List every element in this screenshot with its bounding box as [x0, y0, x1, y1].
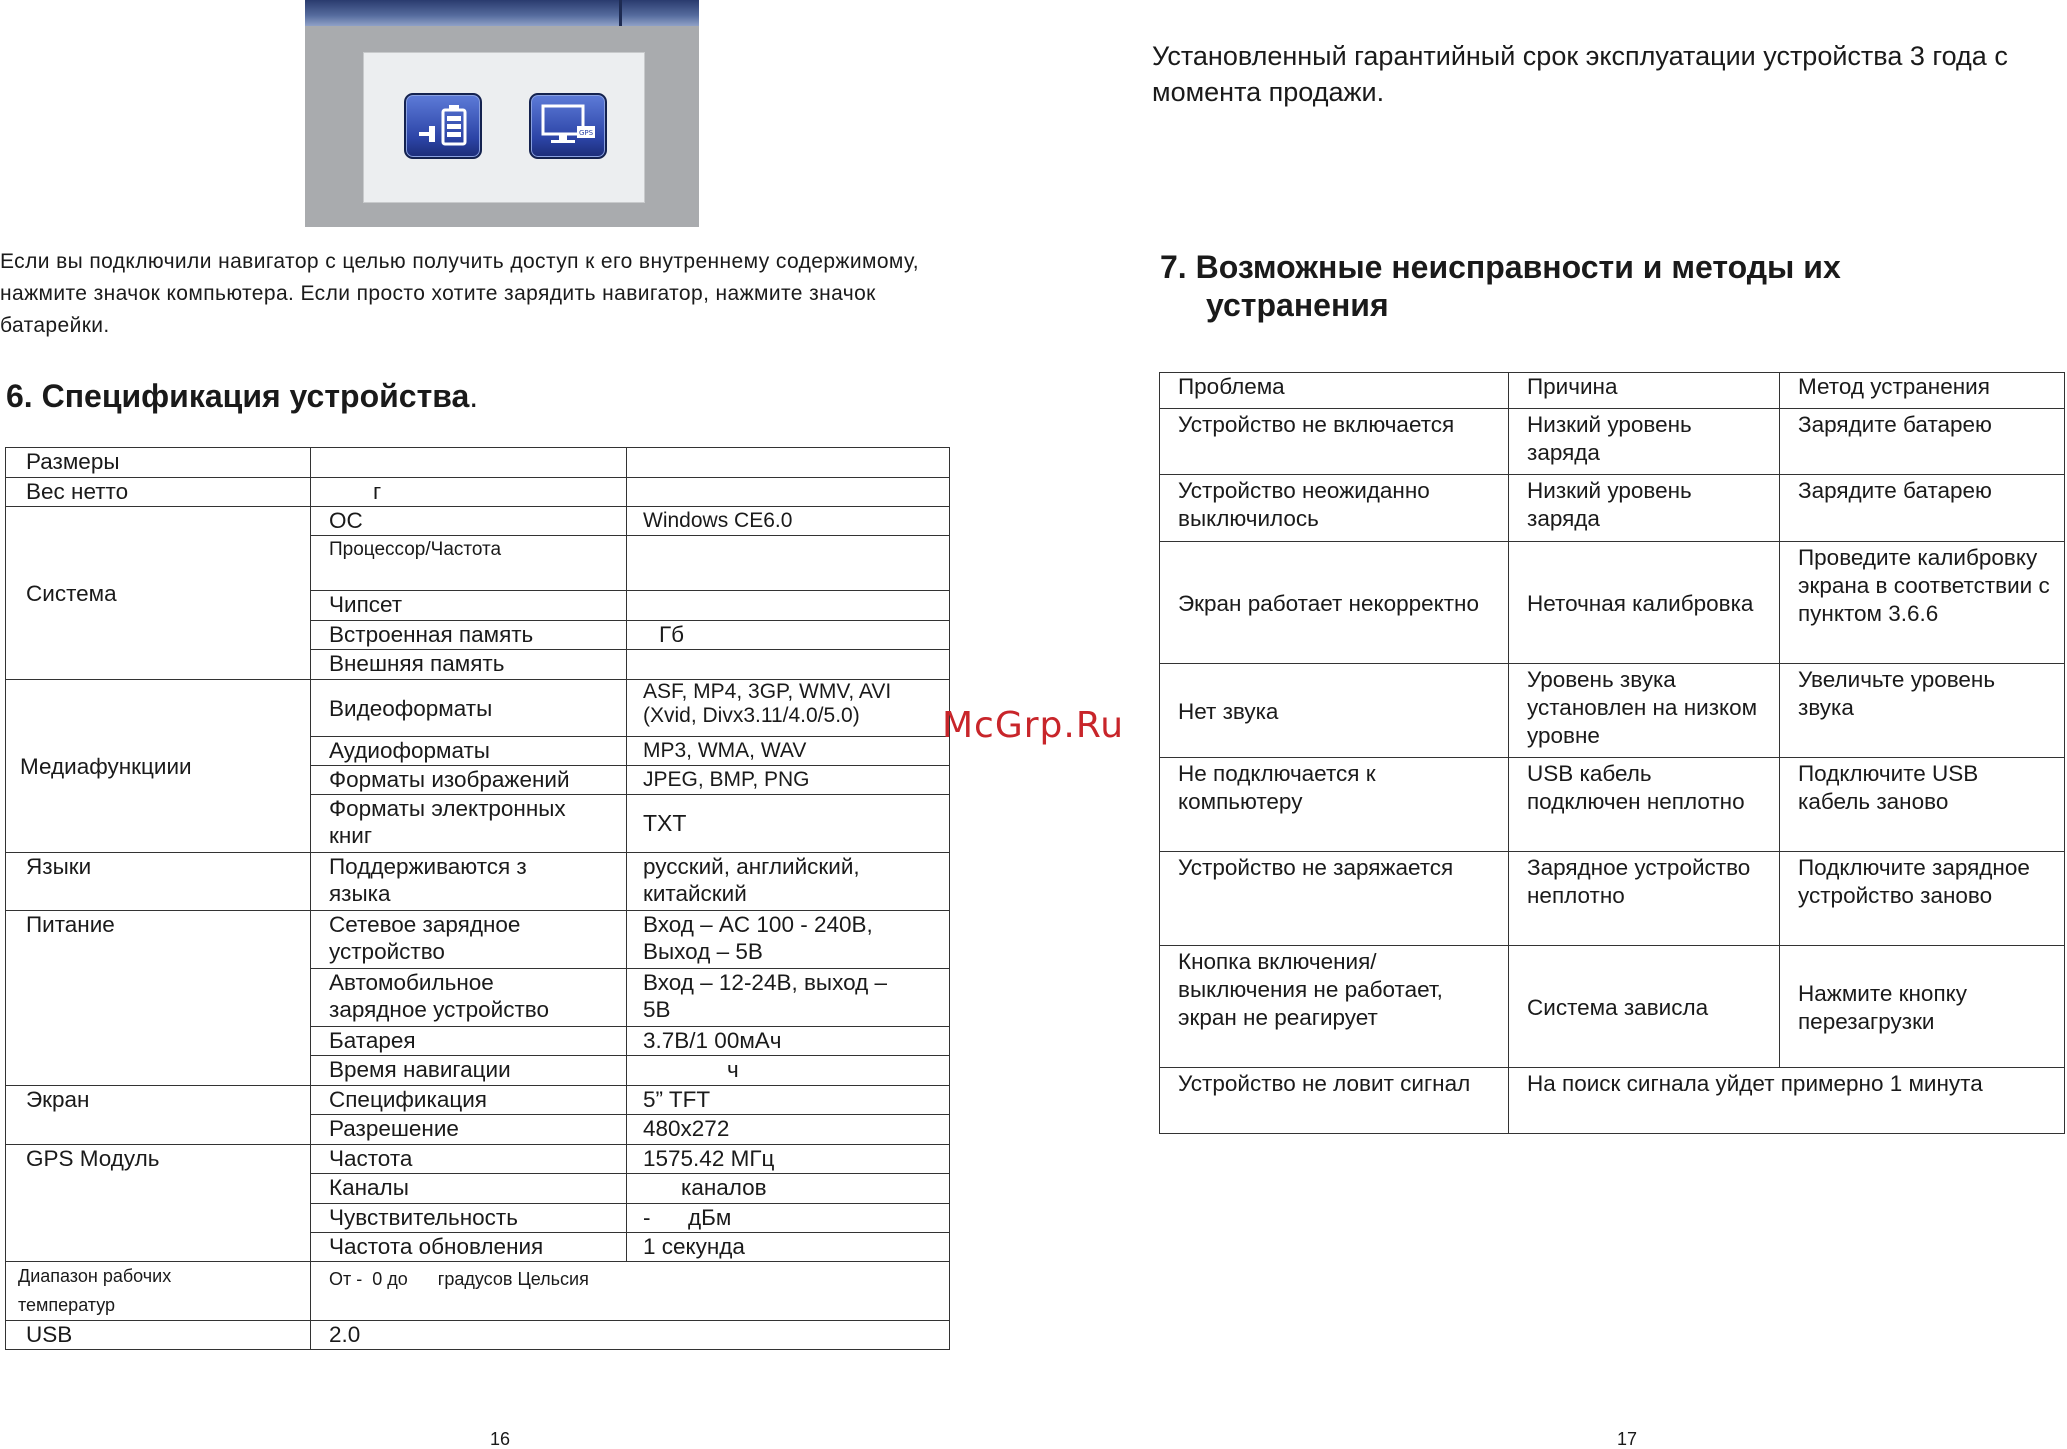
table-cell: Нет звука: [1160, 664, 1509, 758]
spec-label: Процессор/Частота: [311, 536, 627, 591]
spec-value: 2.0: [311, 1321, 950, 1350]
spec-heading: 6. Спецификация устройства.: [6, 378, 479, 414]
table-row: [6, 911, 950, 969]
computer-gps-icon[interactable]: [529, 93, 607, 159]
spec-value: Windows CE6.0: [627, 507, 950, 536]
spec-label: Внешняя память: [311, 650, 627, 680]
spec-value: 1 секунда: [627, 1233, 950, 1262]
spec-label: Чувствительность: [311, 1204, 627, 1233]
page-number-left: 16: [490, 1429, 511, 1449]
table-header-row: [1160, 373, 2065, 409]
spec-label: Диапазон рабочих: [18, 1266, 172, 1286]
spec-group-label: Питание: [6, 911, 311, 1086]
table-cell: Нажмите кнопку перезагрузки: [1780, 946, 2065, 1068]
spec-value: 1575.42 МГц: [627, 1145, 950, 1174]
spec-label: Спецификация: [311, 1086, 627, 1115]
spec-label: Форматы изображений: [311, 766, 627, 795]
spec-label: Время навигации: [311, 1056, 627, 1086]
spec-group-label: Экран: [6, 1086, 311, 1145]
spec-label: Частота: [311, 1145, 627, 1174]
table-row: [1160, 409, 2065, 475]
spec-value: (Xvid, Divx3.11/4.0/5.0): [643, 704, 860, 727]
table-cell: Низкий уровень заряда: [1509, 409, 1780, 475]
table-cell: На поиск сигнала уйдет примерно 1 минута: [1509, 1068, 2065, 1134]
spec-label: Видеоформаты: [311, 680, 627, 737]
table-cell: Зарядите батарею: [1780, 409, 2065, 475]
table-row: [6, 448, 950, 478]
warranty-text: Установленный гарантийный срок эксплуатации устройства 3 года с момента продажи.: [1152, 41, 2008, 107]
spec-value: ч: [627, 1056, 950, 1086]
usb-mode-dialog: [363, 52, 645, 203]
table-row: [1160, 664, 2065, 758]
table-cell: Устройство не ловит сигнал: [1160, 1068, 1509, 1134]
table-cell: Увеличьте уровень звука: [1780, 664, 2065, 758]
spec-value: ASF, MP4, 3GP, WMV, AVI: [643, 680, 892, 703]
spec-value: От - 0 до градусов Цельсия: [311, 1262, 950, 1321]
table-row: [6, 853, 950, 911]
table-cell: USB кабель подключен неплотно: [1509, 758, 1780, 852]
table-row: [6, 507, 950, 536]
table-row: [1160, 758, 2065, 852]
spec-group-label: Языки: [6, 853, 311, 911]
spec-group-label: USB: [6, 1321, 311, 1350]
table-row: [6, 1145, 950, 1174]
table-row: [1160, 1068, 2065, 1134]
spec-label: языка: [329, 881, 391, 906]
table-cell: Устройство не включается: [1160, 409, 1509, 475]
troubleshooting-heading: 7. Возможные неисправности и методы их устранения: [1160, 249, 1841, 323]
table-cell: Подключите зарядное устройство заново: [1780, 852, 2065, 946]
spec-value: JPEG, BMP, PNG: [627, 766, 950, 795]
spec-group-label: GPS Модуль: [6, 1145, 311, 1262]
spec-value: - дБм: [627, 1204, 950, 1233]
spec-group-label: Система: [6, 507, 311, 680]
spec-label: Встроенная память: [311, 621, 627, 650]
table-cell: Устройство неожиданно выключилось: [1160, 475, 1509, 542]
spec-label: Каналы: [311, 1174, 627, 1204]
table-cell: Устройство не заряжается: [1160, 852, 1509, 946]
page-number-right: 17: [1617, 1429, 1638, 1449]
screen-title-bar: [305, 0, 699, 26]
troubleshooting-table: [1159, 372, 2065, 1134]
spec-value: Выход – 5В: [643, 939, 763, 964]
spec-value: г: [311, 478, 627, 507]
spec-label: Размеры: [6, 448, 311, 478]
spec-label: Автомобильное: [329, 970, 494, 995]
spec-label: Аудиоформаты: [311, 737, 627, 766]
spec-value: китайский: [643, 881, 747, 906]
spec-label: Поддерживаются з: [329, 854, 527, 879]
table-cell: Зарядите батарею: [1780, 475, 2065, 542]
table-row: [1160, 852, 2065, 946]
table-cell: Проведите калибровку экрана в соответствии с пунктом 3.6.6: [1780, 542, 2065, 664]
spec-value: TXT: [627, 795, 950, 853]
spec-value: Гб: [627, 621, 950, 650]
table-cell: Не подключается к компьютеру: [1160, 758, 1509, 852]
table-cell: Кнопка включения/выключения не работает, экран не реагирует: [1160, 946, 1509, 1068]
spec-table: [5, 447, 950, 1350]
spec-value: 5В: [643, 997, 671, 1022]
spec-value: русский, английский,: [643, 854, 860, 879]
spec-label: Частота обновления: [311, 1233, 627, 1262]
spec-value: 3.7В/1 00мАч: [627, 1027, 950, 1056]
table-cell: Экран работает некорректно: [1160, 542, 1509, 664]
table-cell: Подключите USB кабель заново: [1780, 758, 2065, 852]
spec-label: Сетевое зарядное: [329, 912, 521, 937]
table-row: [6, 1262, 950, 1321]
table-row: [6, 1086, 950, 1115]
table-row: [1160, 542, 2065, 664]
battery-charge-icon[interactable]: [404, 93, 482, 159]
column-header: Проблема: [1160, 373, 1509, 409]
table-cell: Неточная калибровка: [1509, 542, 1780, 664]
spec-label: зарядное устройство: [329, 997, 550, 1022]
spec-value: MP3, WMA, WAV: [627, 737, 950, 766]
column-header: Причина: [1509, 373, 1780, 409]
usb-instruction-paragraph: Если вы подключили навигатор с целью получить доступ к его внутреннему содержимому, нажмите значок компьютера. Если просто хотите зарядить навигатор, нажмите значок батарейки.: [0, 250, 920, 337]
table-row: [1160, 475, 2065, 542]
spec-value: 480x272: [627, 1115, 950, 1145]
spec-label: температур: [18, 1295, 116, 1315]
spec-label: книг: [329, 823, 373, 848]
spec-label: Батарея: [311, 1027, 627, 1056]
spec-label: Чипсет: [311, 591, 627, 621]
spec-value: Вход – 12-24В, выход –: [643, 970, 888, 995]
table-cell: Уровень звука установлен на низком уровне: [1509, 664, 1780, 758]
watermark: McGrp.Ru: [942, 705, 1125, 746]
spec-group-label: Медиафункциии: [6, 680, 311, 853]
table-cell: Зарядное устройство неплотно: [1509, 852, 1780, 946]
spec-label: Вес нетто: [6, 478, 311, 507]
table-row: [1160, 946, 2065, 1068]
column-header: Метод устранения: [1780, 373, 2065, 409]
table-row: [6, 680, 950, 737]
table-row: [6, 478, 950, 507]
spec-label: устройство: [329, 939, 445, 964]
spec-label: Разрешение: [311, 1115, 627, 1145]
spec-label: Форматы электронных: [329, 796, 566, 821]
spec-value: 5” TFT: [627, 1086, 950, 1115]
table-cell: Низкий уровень заряда: [1509, 475, 1780, 542]
gps-label: GPS: [578, 129, 594, 137]
table-row: [6, 1321, 950, 1350]
spec-value: Вход – AC 100 - 240В,: [643, 912, 873, 937]
table-cell: Система зависла: [1509, 946, 1780, 1068]
spec-value: каналов: [627, 1174, 950, 1204]
spec-label: ОС: [311, 507, 627, 536]
